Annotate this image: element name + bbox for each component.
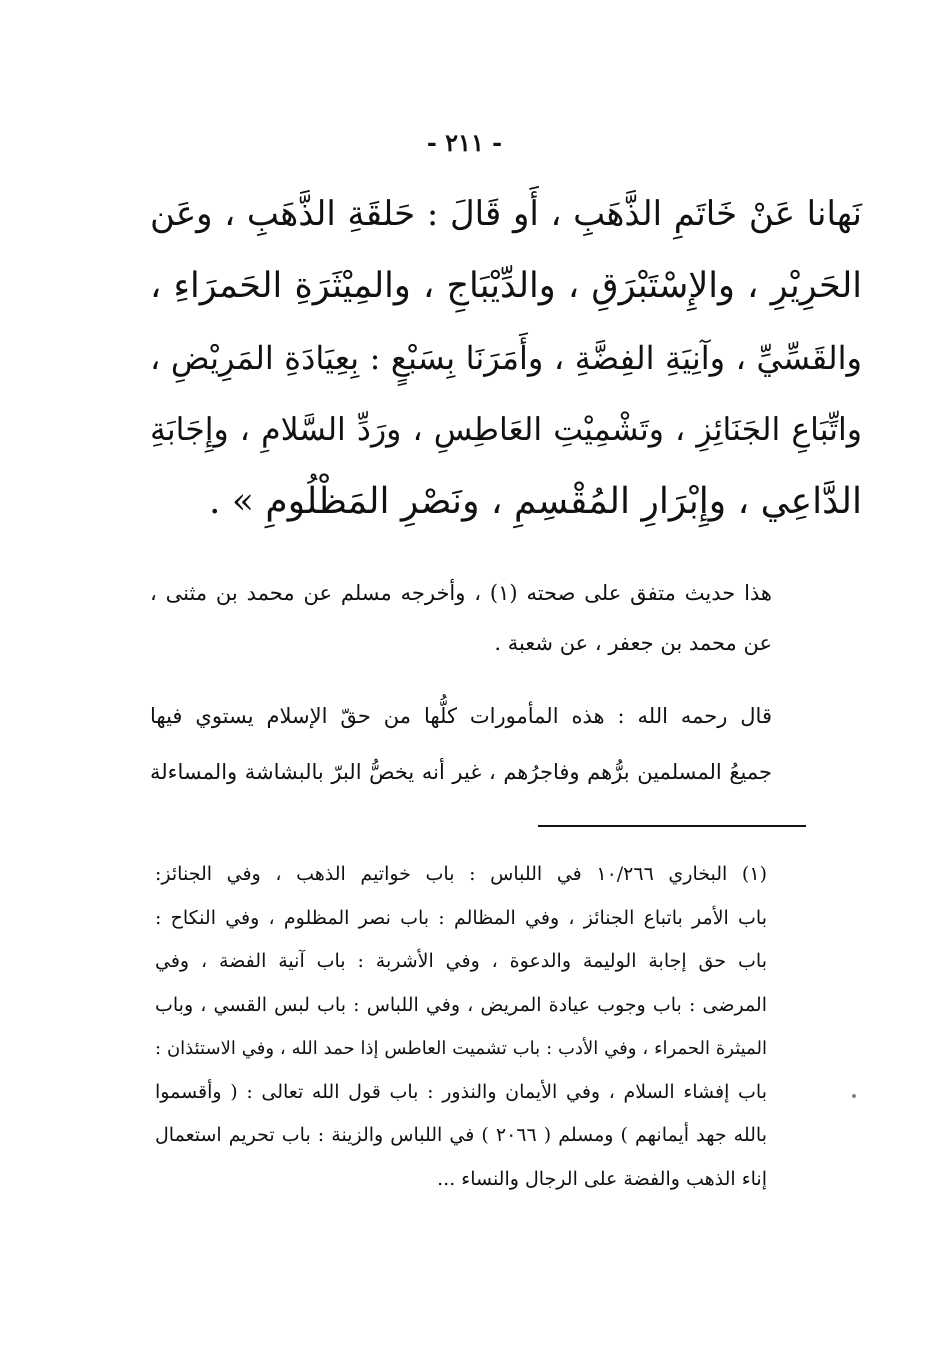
footnote-line: باب حق إجابة الوليمة والدعوة ، وفي الأشربة : باب آنية الفضة ، وفي xyxy=(155,950,767,972)
footnote-line: المرضى : باب وجوب عيادة المريض ، وفي اللباس : باب لبس القسي ، وباب xyxy=(155,993,767,1016)
footnote-line: باب الأمر باتباع الجنائز ، وفي المظالم : باب نصر المظلوم ، وفي النكاح : xyxy=(155,906,768,929)
hadith-line: الحَرِيْرِ ، والإِسْتَبْرَقِ ، والدِّيْبَاجِ ، والمِيْثَرَةِ الحَمرَاءِ ، xyxy=(150,266,862,306)
hadith-line: واتِّبَاعِ الجَنَائِزِ ، وتَشْمِيْتِ العَاطِسِ ، ورَدِّ السَّلامِ ، وإِجَابَةِ xyxy=(150,412,862,448)
takhrij-line: عن محمد بن جعفر ، عن شعبة . xyxy=(494,631,772,655)
footnote-line: إناء الذهب والفضة على الرجال والنساء ... xyxy=(437,1167,767,1190)
hadith-text xyxy=(150,178,862,538)
hadith-line: والقَسِّيِّ ، وآنِيَةِ الفِضَّةِ ، وأَمَرَنَا بِسَبْعٍ : بِعِيَادَةِ المَرِيْضِ ، xyxy=(150,339,862,377)
comment-line: جميعُ المسلمين برُّهم وفاجرُهم ، غير أنه يخصُّ البرّ بالبشاشة والمساءلة xyxy=(150,760,772,784)
comment-line: قال رحمه الله : هذه المأمورات كلُّها من حقّ الإسلام يستوي فيها xyxy=(150,704,772,728)
footnote-separator xyxy=(538,825,806,827)
takhrij-line: هذا حديث متفق على صحته (١) ، وأخرجه مسلم عن محمد بن مثنى ، xyxy=(150,581,772,605)
footnote xyxy=(155,853,767,1201)
author-comment-paragraph xyxy=(150,688,772,800)
takhrij-paragraph xyxy=(150,568,772,668)
page-number: - ٢١١ - xyxy=(426,128,503,157)
scan-speck xyxy=(852,1094,856,1098)
footnote-line: بالله جهد أيمانهم ) ومسلم ( ٢٠٦٦ ) في اللباس والزينة : باب تحريم استعمال xyxy=(155,1124,768,1146)
hadith-line: نَهانا عَنْ خَاتَمِ الذَّهَبِ ، أَو قَالَ : حَلقَةِ الذَّهَبِ ، وعَن xyxy=(150,194,862,234)
footnote-line: باب إفشاء السلام ، وفي الأيمان والنذور : باب قول الله تعالى : ( وأقسموا xyxy=(155,1080,767,1103)
footnote-line: (١) البخاري ١٠/٢٦٦ في اللباس : باب خواتيم الذهب ، وفي الجنائز: xyxy=(155,863,767,885)
hadith-line: الدَّاعِي ، وإِبْرَارِ المُقْسِمِ ، ونَصْرِ المَظْلُومِ » . xyxy=(209,481,862,522)
footnote-line: الميثرة الحمراء ، وفي الأدب : باب تشميت العاطس إذا حمد الله ، وفي الاستئذان : xyxy=(155,1038,767,1059)
